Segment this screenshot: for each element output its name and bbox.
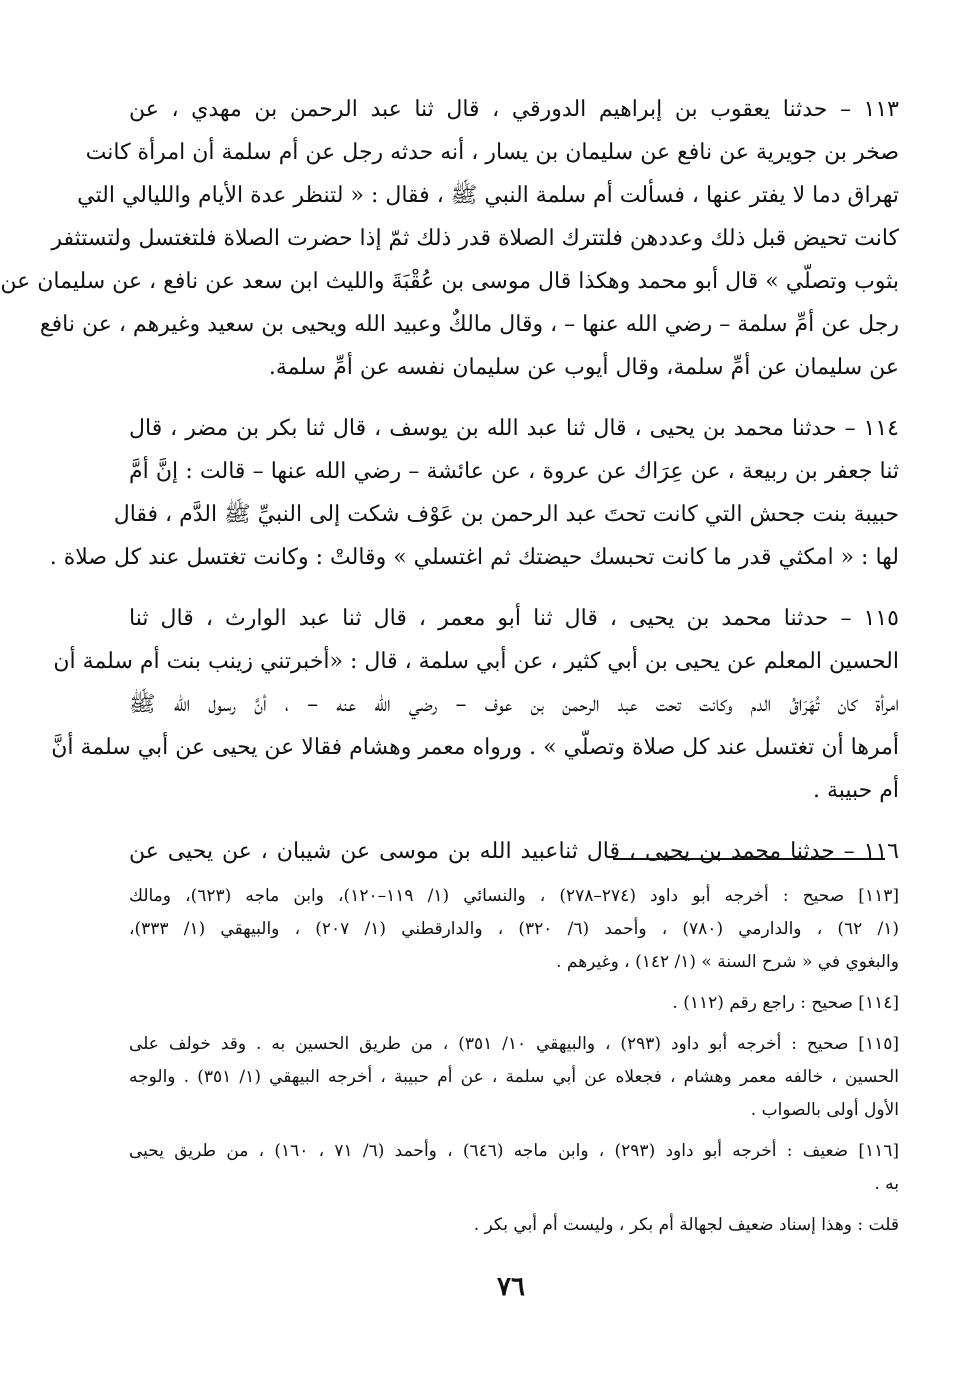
footnote-line: [١١٦] ضعيف : أخرجه أبو داود (٢٩٣) ، وابن ماجه (٦٤٦) ، وأحمد (٦/ ٧١ ، ١٦٠) ، من طريق يحيى [129,1141,900,1161]
text-line: لها : « امكثي قدر ما كانت تحبسك حيضتك ثم اغتسلي » وقالتْ : وكانت تغتسل عند كل صلاة . [49,545,899,570]
footnote-116 [129,1135,899,1201]
footnote-line: [١١٥] صحيح : أخرجه أبو داود (٢٩٣) ، والبيهقي ١٠/ ٣٥١) ، من طريق الحسين به . وقد خولف على [129,1034,899,1054]
footnote-line: الأول أولى بالصواب . [750,1100,899,1120]
hadith-113 [0,88,899,389]
text-line: كانت تحيض قبل ذلك وعددهن فلتترك الصلاة قدر ذلك ثمّ إذا حضرت الصلاة فلتغتسل ولتستثفر [51,226,899,251]
footnote-line: (١/ ٦٢) ، والدارمي (٧٨٠) ، وأحمد (٦/ ٣٢٠) ، والدارقطني (١/ ٢٠٧) ، والبيهقي (١/ ٣٣٣)، [129,919,899,939]
footnote-line: به . [874,1174,899,1194]
footnote-115 [129,1028,899,1127]
text-line: تهراق دما لا يفتر عنها ، فسألت أم سلمة النبي ﷺ ، فقال : « لتنظر عدة الأيام والليالي التي [77,183,899,208]
editor-note [129,1209,899,1242]
footnotes [129,880,899,1250]
text-line: ثنا جعفر بن ربيعة ، عن عِرَاك عن عروة ، عن عائشة – رضي الله عنها – قالت : إنَّ أمَّ [129,459,899,484]
text-line: عن سليمان عن أمِّ سلمة، وقال أيوب عن سليمان نفسه عن أمِّ سلمة. [268,355,899,380]
footnote-divider [613,858,885,860]
hadith-116 [129,830,899,873]
text-line: صخر بن جويرية عن نافع عن سليمان بن يسار ، أنه حدثه رجل عن أم سلمة أن امرأة كانت [85,140,899,165]
hadith-115 [51,597,899,812]
text-line: ١١٤ – حدثنا محمد بن يحيى ، قال ثنا عبد الله بن يوسف ، قال ثنا بكر بن مضر ، قال [129,416,899,441]
text-line: ١١٦ – حدثنا محمد بن يحيى ، قال ثناعبيد الله بن موسى عن شيبان ، عن يحيى عن [129,839,899,864]
footnote-113 [129,880,899,979]
hadith-114 [49,407,899,579]
text-line: امرأة كان تُهَرَاقُ الدم وكانت تحت عبد الرحمن بن عوف – رضي الله عنه – ، أنَّ رسول الله ﷺ [129,692,899,717]
main-text [0,88,899,891]
text-line: الحسين المعلم عن يحيى بن أبي كثير ، عن أبي سلمة ، قال : «أخبرتني زينب بنت أم سلمة أن [53,649,899,674]
text-line: رجل عن أمِّ سلمة – رضي الله عنها – ، وقال مالكٌ وعبيد الله ويحيى بن سعيد وغيرهم ، عن نافع [39,312,899,337]
footnote-line: [١١٤] صحيح : راجع رقم (١١٢) . [672,993,899,1013]
text-line: حبيبة بنت جحش التي كانت تحتَ عبد الرحمن بن عَوْف شكت إلى النبيِّ ﷺ الدَّم ، فقال [113,502,899,527]
text-line: أم حبيبة . [812,778,899,803]
text-line: ١١٥ – حدثنا محمد بن يحيى ، قال ثنا أبو معمر ، قال ثنا عبد الوارث ، قال ثنا [129,606,899,631]
text-line: بثوب وتصلّي » قال أبو محمد وهكذا قال موسى بن عُقْبَةَ والليث ابن سعد عن نافع ، عن سليمان عن [0,269,899,294]
footnote-line: [١١٣] صحيح : أخرجه أبو داود (٢٧٤–٢٧٨) ، والنسائي (١/ ١١٩–١٢٠)، وابن ماجه (٦٢٣)، ومالك [129,886,899,906]
text-line: أمرها أن تغتسل عند كل صلاة وتصلّي » . ورواه معمر وهشام فقالا عن يحيى عن أبي سلمة أنَّ [51,735,899,760]
page-number: ٧٦ [497,1272,525,1302]
footnote-114 [129,987,899,1020]
footnote-line: والبغوي في « شرح السنة » (١/ ١٤٢) ، وغيرهم . [556,952,899,972]
footnote-line: قلت : وهذا إسناد ضعيف لجهالة أم بكر ، وليست أم أبي بكر . [473,1215,899,1235]
text-line: ١١٣ – حدثنا يعقوب بن إبراهيم الدورقي ، قال ثنا عبد الرحمن بن مهدي ، عن [129,97,899,122]
footnote-line: الحسين ، خالفه معمر وهشام ، فجعلاه عن أبي سلمة ، عن أم حبيبة ، أخرجه البيهقي (١/ ٣٥١) . والوجه [129,1067,899,1087]
